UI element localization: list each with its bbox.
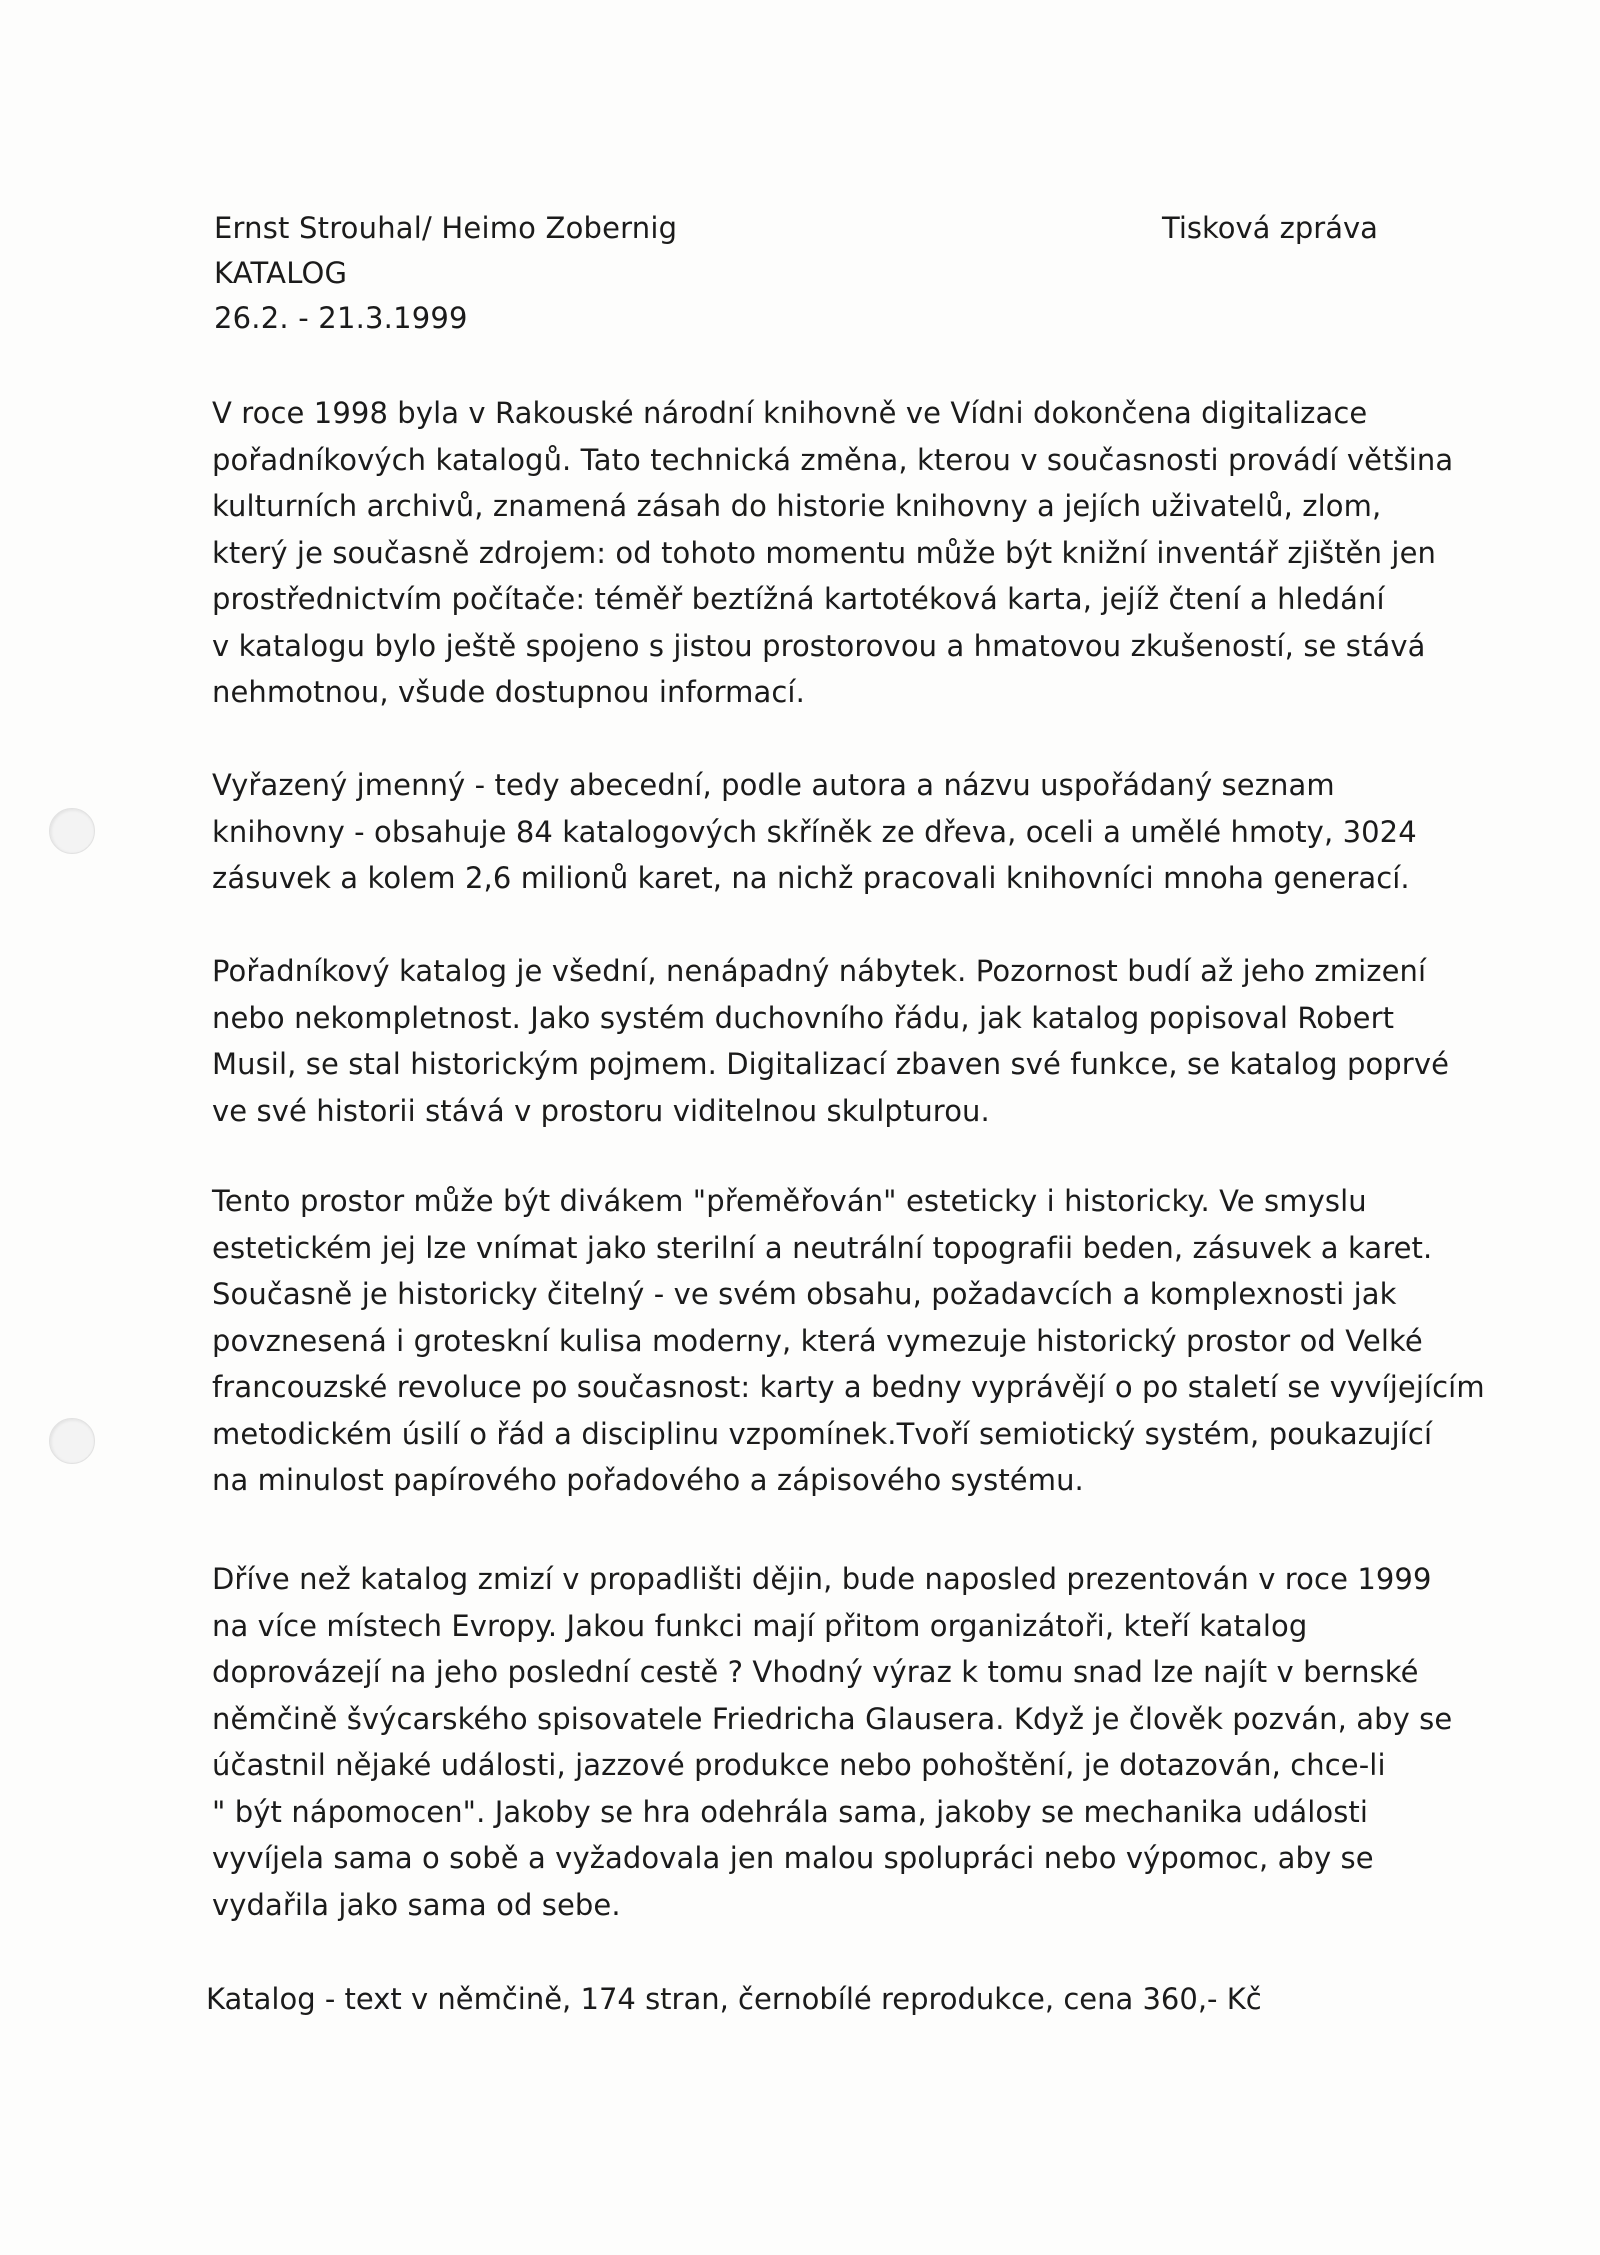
- text-line: knihovny - obsahuje 84 katalogových skříněk ze dřeva, oceli a umělé hmoty, 3024: [212, 814, 1417, 849]
- paragraph-space: [212, 1178, 1485, 1504]
- text-line: němčině švýcarského spisovatele Friedricha Glausera. Když je člověk pozván, aby se: [212, 1701, 1453, 1736]
- punch-hole: [49, 808, 95, 854]
- text-line: Vyřazený jmenný - tedy abecední, podle autora a názvu uspořádaný seznam: [212, 768, 1335, 802]
- text-line: vydařila jako sama od sebe.: [212, 1887, 621, 1922]
- text-line: v katalogu bylo ještě spojeno s jistou prostorovou a hmatovou zkušeností, se stává: [212, 628, 1426, 663]
- text-line: V roce 1998 byla v Rakouské národní knihovně ve Vídni dokončena digitalizace: [212, 396, 1368, 430]
- text-line: kulturních archivů, znamená zásah do historie knihovny a jejích uživatelů, zlom,: [212, 489, 1382, 523]
- paragraph-furniture: [212, 948, 1450, 1134]
- text-line: Tento prostor může být divákem "přeměřován" esteticky i historicky. Ve smyslu: [212, 1184, 1367, 1218]
- text-line: metodickém úsilí o řád a disciplinu vzpomínek.Tvoří semiotický systém, poukazující: [212, 1416, 1433, 1451]
- text-line: doprovázejí na jeho poslední cestě ? Vhodný výraz k tomu snad lze najít v bernské: [212, 1655, 1419, 1689]
- text-line: francouzské revoluce po současnost: karty a bedny vyprávějí o po staletí se vyvíjejícím: [212, 1370, 1485, 1404]
- text-line: " být nápomocen". Jakoby se hra odehrála sama, jakoby se mechanika události: [212, 1794, 1369, 1829]
- text-line: Současně je historicky čitelný - ve svém obsahu, požadavcích a komplexnosti jak: [212, 1277, 1397, 1311]
- text-line: na minulost papírového pořadového a zápisového systému.: [212, 1463, 1084, 1497]
- document-title: KATALOG: [214, 256, 348, 290]
- catalog-info-line: Katalog - text v němčině, 174 stran, černobílé reprodukce, cena 360,- Kč: [206, 1982, 1262, 2016]
- text-line: Pořadníkový katalog je všední, nenápadný nábytek. Pozornost budí až jeho zmizení: [212, 954, 1427, 988]
- text-line: nebo nekompletnost. Jako systém duchovního řádu, jak katalog popisoval Robert: [212, 1000, 1395, 1035]
- paragraph-catalog-contents: [212, 762, 1417, 902]
- text-line: Musil, se stal historickým pojmem. Digitalizací zbaven své funkce, se katalog poprvé: [212, 1047, 1450, 1081]
- text-line: zásuvek a kolem 2,6 milionů karet, na nichž pracovali knihovníci mnoha generací.: [212, 861, 1410, 895]
- paragraph-last-journey: [212, 1556, 1453, 1928]
- text-line: prostřednictvím počítače: téměř beztížná kartotéková karta, jejíž čtení a hledání: [212, 582, 1385, 616]
- text-line: povznesená i groteskní kulisa moderny, která vymezuje historický prostor od Velké: [212, 1323, 1423, 1358]
- text-line: vyvíjela sama o sobě a vyžadovala jen malou spolupráci nebo výpomoc, aby se: [212, 1841, 1374, 1875]
- text-line: pořadníkových katalogů. Tato technická změna, kterou v současnosti provádí většina: [212, 442, 1454, 477]
- text-line: na více místech Evropy. Jakou funkci mají přitom organizátoři, kteří katalog: [212, 1608, 1308, 1643]
- document-type-label: Tisková zpráva: [1162, 211, 1378, 245]
- text-line: který je současně zdrojem: od tohoto momentu může být knižní inventář zjištěn jen: [212, 535, 1437, 570]
- paragraph-digitization: [212, 390, 1454, 716]
- text-line: účastnil nějaké události, jazzové produkce nebo pohoštění, je dotazován, chce-li: [212, 1748, 1386, 1782]
- punch-hole: [49, 1418, 95, 1464]
- author-line: Ernst Strouhal/ Heimo Zobernig: [214, 211, 678, 245]
- text-line: Dříve než katalog zmizí v propadlišti dějin, bude naposled prezentován v roce 1999: [212, 1562, 1432, 1596]
- text-line: ve své historii stává v prostoru viditelnou skulpturou.: [212, 1093, 990, 1128]
- exhibition-dates: 26.2. - 21.3.1999: [214, 301, 468, 335]
- document-header: [214, 206, 677, 341]
- text-line: nehmotnou, všude dostupnou informací.: [212, 675, 805, 709]
- text-line: estetickém jej lze vnímat jako sterilní a neutrální topografii beden, zásuvek a karet.: [212, 1230, 1433, 1265]
